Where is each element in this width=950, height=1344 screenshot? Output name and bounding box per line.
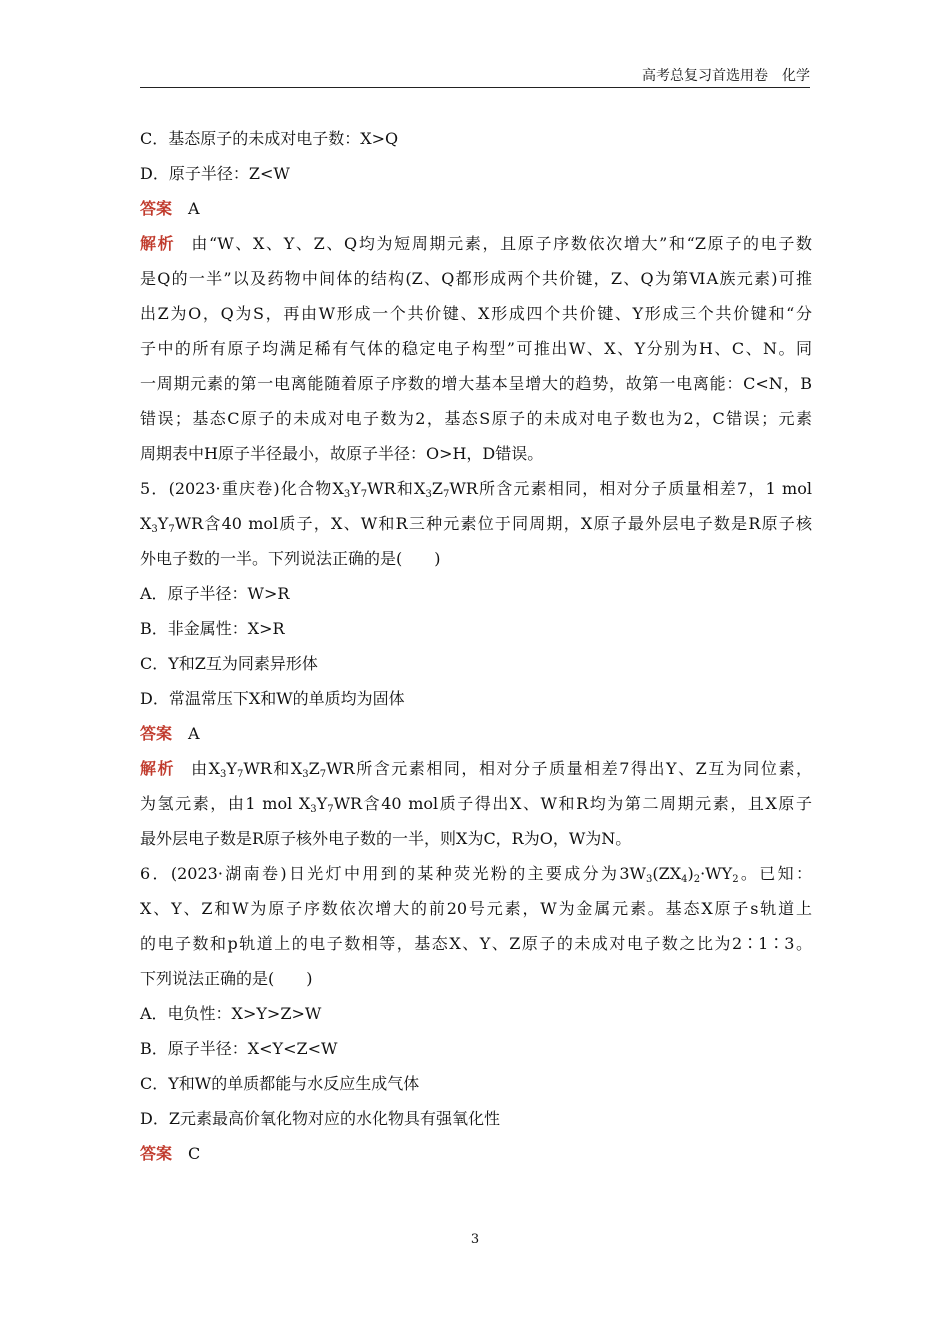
q6-answer	[140, 1136, 812, 1171]
q6-option-c: C．Y和W的单质都能与水反应生成气体	[140, 1074, 420, 1093]
q6-option-d: D．Z元素最高价氧化物对应的水化物具有强氧化性	[140, 1109, 500, 1128]
answer-label: 答案	[140, 199, 173, 218]
q6-stem-line: 下列说法正确的是( )	[140, 969, 313, 988]
page-content	[140, 121, 812, 1171]
q5-stem-line: 5．(2023·重庆卷)化合物$X_3Y_7WR$和$X_3Z_7WR$所含元素相同，相对分子质量相差7，1 mol	[140, 479, 812, 500]
q5-stem-line: 外电子数的一半。下列说法正确的是( )	[140, 549, 441, 568]
answer-label: 答案	[140, 1144, 173, 1163]
q5-analysis-line: 解析 由$X_3Y_7WR$和$X_3Z_7WR$所含元素相同，相对分子质量相差7得出Y、Z互为同位素，	[140, 759, 812, 780]
q6-stem-line: 6．(2023·湖南卷)日光灯中用到的某种荧光粉的主要成分为$3W_3(ZX_4)_2\cdot WY_2$。已知：	[140, 864, 812, 885]
q4-analysis-line: 一周期元素的第一电离能随着原子序数的增大基本呈增大的趋势，故第一电离能：C<N，B	[140, 374, 812, 393]
answer-label: 答案	[140, 724, 173, 743]
q5-stem-line: $X_3Y_7WR$含40 mol质子，X、W和R三种元素位于同周期，X原子最外层电子数是R原子核	[140, 514, 812, 535]
q4-analysis-line: 错误；基态C原子的未成对电子数为2，基态S原子的未成对电子数也为2，C错误；元素	[140, 409, 812, 428]
q6-option-b: B．原子半径：X<Y<Z<W	[140, 1039, 338, 1058]
q4-option-d: D．原子半径：Z<W	[140, 164, 290, 183]
q5-analysis-line: 最外层电子数是R原子核外电子数的一半，则X为C，R为O，W为N。	[140, 829, 632, 848]
q4-analysis-line: 是Q的一半”以及药物中间体的结构(Z、Q都形成两个共价键，Z、Q为第ⅥA族元素)可推	[140, 269, 812, 288]
q5-option-b: B．非金属性：X>R	[140, 619, 285, 638]
q4-answer	[140, 191, 812, 226]
page-number: 3	[470, 1232, 480, 1247]
header-rule	[140, 87, 810, 88]
q6-answer-value: C	[188, 1144, 201, 1163]
q6-stem-line: X、Y、Z和W为原子序数依次增大的前20号元素，W为金属元素。基态X原子s轨道上	[140, 899, 812, 918]
q4-answer-value: A	[188, 199, 200, 218]
q5-answer-value: A	[188, 724, 200, 743]
q4-analysis-line: 解析 由“W、X、Y、Z、Q均为短周期元素，且原子序数依次增大”和“Z原子的电子数	[140, 234, 812, 253]
q4-analysis-line: 子中的所有原子均满足稀有气体的稳定电子构型”可推出W、X、Y分别为H、C、N。同	[140, 339, 812, 358]
q4-option-c: C．基态原子的未成对电子数：X>Q	[140, 129, 399, 148]
q5-option-c: C．Y和Z互为同素异形体	[140, 654, 318, 673]
q5-option-a: A．原子半径：W>R	[140, 584, 290, 603]
q6-stem-line: 的电子数和p轨道上的电子数相等，基态X、Y、Z原子的未成对电子数之比为2∶1∶3。	[140, 934, 812, 953]
q5-option-d: D．常温常压下X和W的单质均为固体	[140, 689, 405, 708]
q5-answer	[140, 716, 812, 751]
analysis-label: 解析	[140, 759, 176, 778]
q5-analysis-line: 为氢元素，由1 mol $X_3Y_7WR$含40 mol质子得出X、W和R均为第二周期元素，且X原子	[140, 794, 812, 815]
q6-option-a: A．电负性：X>Y>Z>W	[140, 1004, 322, 1023]
analysis-label: 解析	[140, 234, 176, 253]
q4-analysis-line: 周期表中H原子半径最小，故原子半径：O>H，D错误。	[140, 444, 544, 463]
page-header: 高考总复习首选用卷 化学	[642, 68, 810, 84]
q4-analysis-line: 出Z为O，Q为S，再由W形成一个共价键、X形成四个共价键、Y形成三个共价键和“分	[140, 304, 812, 323]
